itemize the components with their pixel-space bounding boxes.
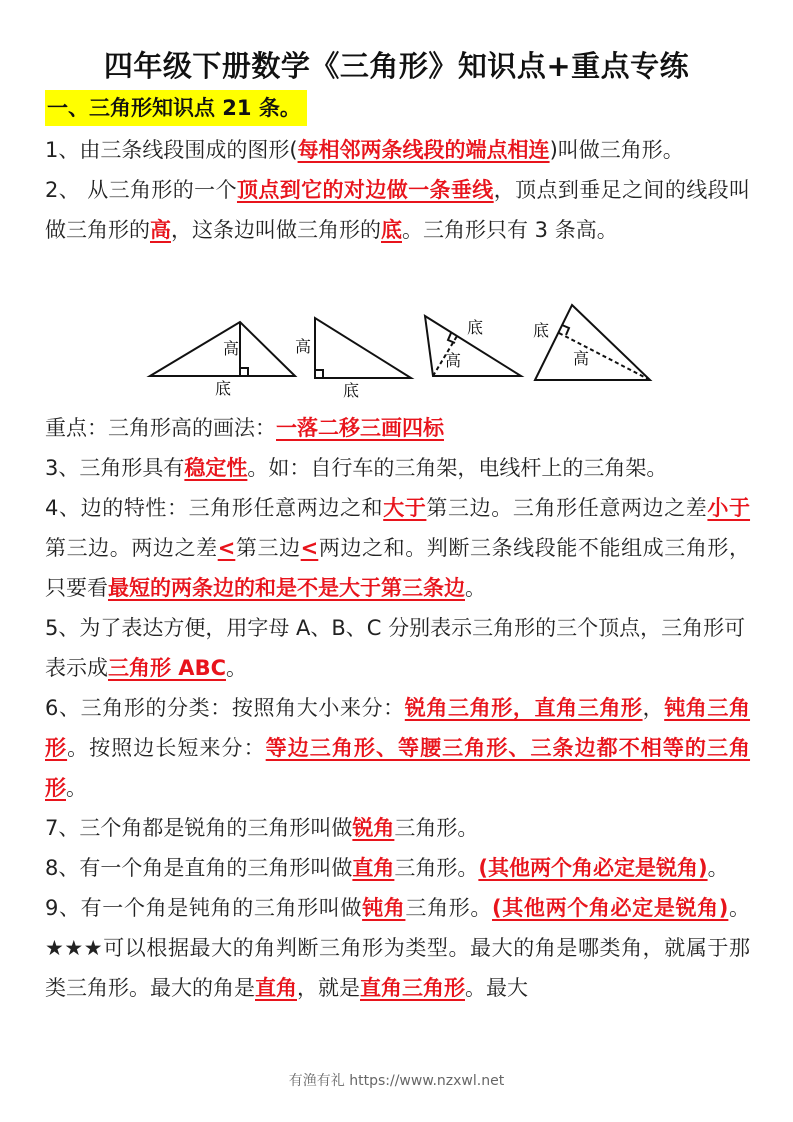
- highlight: <: [300, 536, 319, 560]
- point-9: 9、有一个角是钝角的三角形叫做钝角三角形。(其他两个角必定是锐角)。★★★可以根据最大的角判断三角形为类型。最大的角是哪类角，就属于那类三角形。最大的角是直角，就是直角三角形。最大: [45, 896, 751, 1000]
- highlight: 等边三角形、等腰三角形、三条边都不相等的三角形: [45, 736, 751, 800]
- highlight: 高: [150, 218, 171, 242]
- paragraph-block-top: [45, 130, 750, 250]
- point-4: 4、边的特性：三角形任意两边之和大于第三边。三角形任意两边之差小于第三边。两边之差<第三边<两边之和。判断三条线段能不能组成三角形，只要看最短的两条边的和是不是大于第三条边。: [45, 496, 751, 600]
- highlight: 直角三角形: [360, 976, 465, 1000]
- t4-base-label: 底: [533, 321, 550, 340]
- highlight: 底: [381, 218, 402, 242]
- triangle-height-diagram: [145, 300, 655, 400]
- highlight: (其他两个角必定是锐角): [478, 856, 708, 880]
- point-2: 2、 从三角形的一个顶点到它的对边做一条垂线，顶点到垂足之间的线段叫做三角形的高，这条边叫做三角形的底。三角形只有 3 条高。: [45, 178, 751, 242]
- page-title: 四年级下册数学《三角形》知识点+重点专练: [103, 49, 690, 83]
- highlight: 大于: [383, 496, 427, 520]
- triangle-4: [535, 305, 650, 380]
- triangle-2: [315, 318, 411, 378]
- t2-height-label: 高: [295, 337, 312, 356]
- highlight: 每相邻两条线段的端点相连: [297, 138, 550, 162]
- point-6: 6、三角形的分类：按照角大小来分：锐角三角形，直角三角形，钝角三角形。按照边长短来分：等边三角形、等腰三角形、三条边都不相等的三角形。: [45, 696, 751, 800]
- point-7: 7、三个角都是锐角的三角形叫做锐角三角形。: [45, 816, 479, 840]
- t3-height-label: 高: [445, 351, 462, 370]
- t1-base-label: 底: [215, 379, 232, 398]
- highlight: 钝角三角形: [45, 696, 751, 760]
- t1-height-label: 高: [223, 339, 240, 358]
- footer-watermark: 有渔有礼 https://www.nzxwl.net: [288, 1073, 505, 1089]
- highlight: <: [217, 536, 236, 560]
- point-5: 5、为了表达方便，用字母 A、B、C 分别表示三角形的三个顶点，三角形可表示成三角形 ABC。: [45, 616, 746, 680]
- point-1: 1、由三条线段围成的图形(每相邻两条线段的端点相连)叫做三角形。: [45, 138, 684, 162]
- key-point: 重点：三角形高的画法：一落二移三画四标: [45, 416, 444, 440]
- t4-height-label: 高: [573, 349, 590, 368]
- highlight: 顶点到它的对边做一条垂线: [236, 178, 494, 202]
- point-8: 8、有一个角是直角的三角形叫做直角三角形。(其他两个角必定是锐角)。: [45, 856, 729, 880]
- highlight: 一落二移三画四标: [276, 416, 444, 440]
- highlight: 最短的两条边的和是不是大于第三条边: [108, 576, 465, 600]
- t2-base-label: 底: [343, 381, 360, 400]
- highlight: (其他两个角必定是锐角): [492, 896, 729, 920]
- t3-base-label: 底: [467, 318, 484, 337]
- highlight: 锐角: [352, 816, 395, 840]
- highlight: 三角形 ABC: [108, 656, 226, 680]
- highlight: 直角: [255, 976, 297, 1000]
- paragraph-block-main: [45, 408, 750, 1008]
- highlight: 直角: [352, 856, 395, 880]
- highlight: 锐角三角形，直角三角形: [404, 696, 643, 720]
- highlight: 钝角: [362, 896, 406, 920]
- section-heading: 一、三角形知识点 21 条。: [45, 90, 307, 126]
- highlight: 小于: [707, 496, 751, 520]
- point-3: 3、三角形具有稳定性。如：自行车的三角架，电线杆上的三角架。: [45, 456, 668, 480]
- highlight: 稳定性: [184, 456, 248, 480]
